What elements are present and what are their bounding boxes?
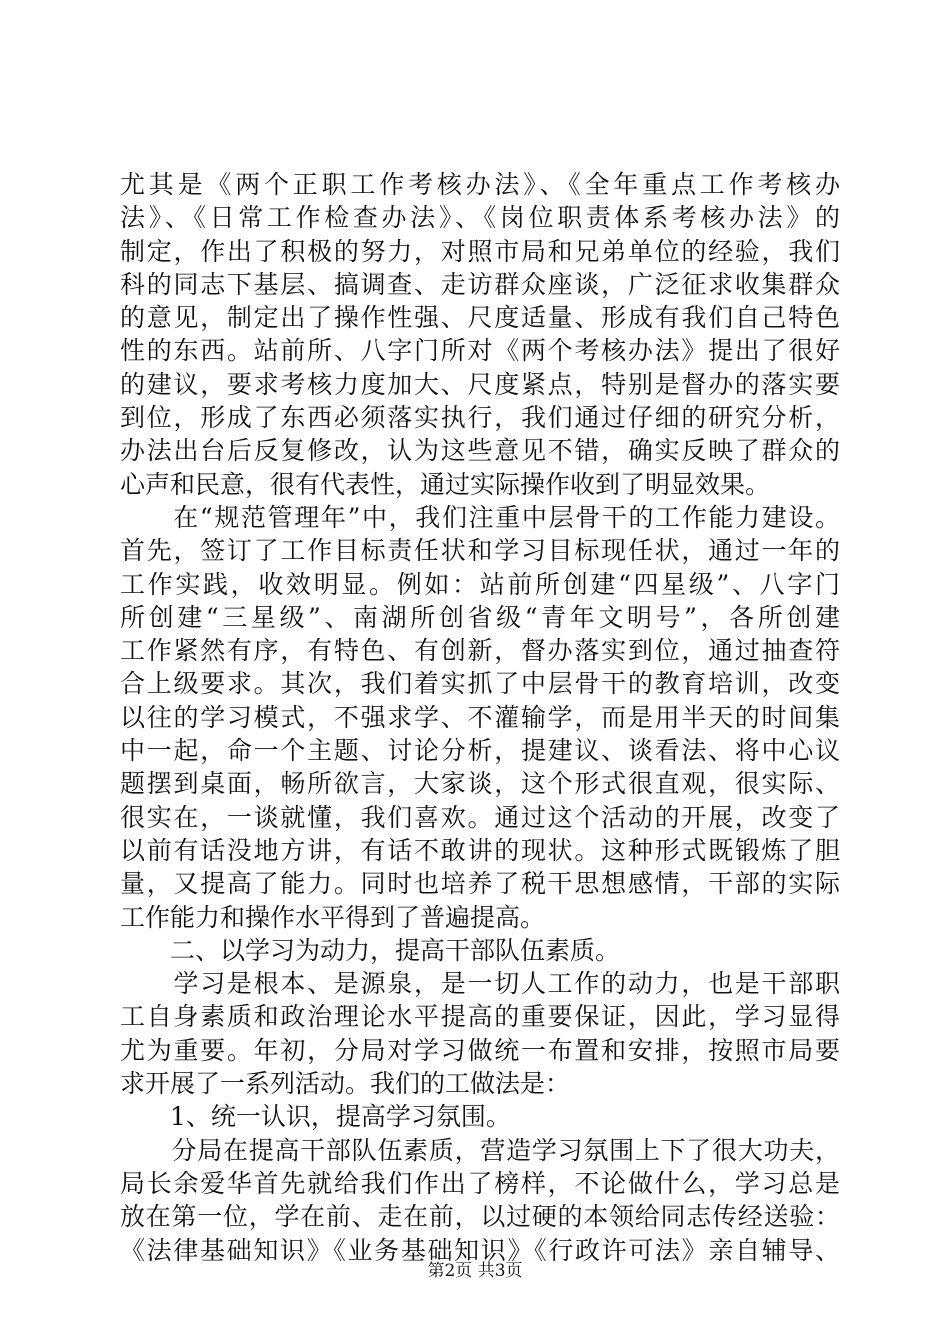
page-footer: 第2页 共3页 (427, 1261, 523, 1281)
text-line: 工作实践，收效明显。例如：站前所创建“四星级”、八字门 (120, 569, 840, 599)
text-line: 很实在，一谈就懂，我们喜欢。通过这个活动的开展，改变了 (120, 802, 840, 832)
text-line: 尤为重要。年初，分局对学习做统一布置和安排，按照市局要 (120, 1035, 840, 1065)
text-line: 工作紧然有序，有特色、有创新，督办落实到位，通过抽查符 (120, 636, 840, 666)
text-line: 心声和民意，很有代表性，通过实际操作收到了明显效果。 (120, 469, 771, 499)
document-body (120, 168, 840, 1267)
text-line: 《法律基础知识》《业务基础知识》《行政许可法》亲自辅导、 (120, 1235, 840, 1265)
text-line: 办法出台后反复修改，认为这些意见不错，确实反映了群众的 (120, 436, 840, 466)
text-line: 1、统一认识，提高学习氛围。 (120, 1102, 511, 1132)
text-line: 量，又提高了能力。同时也培养了税干思想感情，干部的实际 (120, 869, 840, 899)
text-line: 科的同志下基层、搞调查、走访群众座谈，广泛征求收集群众 (120, 269, 840, 299)
text-line: 在“规范管理年”中，我们注重中层骨干的工作能力建设。 (120, 502, 840, 532)
text-line: 二、以学习为动力，提高干部队伍素质。 (120, 935, 621, 965)
text-line: 局长余爱华首先就给我们作出了榜样，不论做什么，学习总是 (120, 1168, 840, 1198)
text-line: 性的东西。站前所、八字门所对《两个考核办法》提出了很好 (120, 336, 840, 366)
text-line: 分局在提高干部队伍素质，营造学习氛围上下了很大功夫， (120, 1135, 840, 1165)
text-line: 尤其是《两个正职工作考核办法》、《全年重点工作考核办 (120, 170, 840, 199)
text-line: 以前有话没地方讲，有话不敢讲的现状。这种形式既锻炼了胆 (120, 835, 840, 865)
text-line: 所创建“三星级”、南湖所创省级“青年文明号”，各所创建 (120, 602, 840, 632)
text-line: 到位，形成了东西必须落实执行，我们通过仔细的研究分析， (120, 403, 840, 433)
text-line: 的建议，要求考核力度加大、尺度紧点，特别是督办的落实要 (120, 369, 840, 399)
text-line: 题摆到桌面，畅所欲言，大家谈，这个形式很直观，很实际、 (120, 769, 840, 799)
text-line: 放在第一位，学在前、走在前，以过硬的本领给同志传经送验： (120, 1202, 840, 1232)
text-line: 学习是根本、是源泉，是一切人工作的动力，也是干部职 (120, 969, 840, 999)
text-line: 工自身素质和政治理论水平提高的重要保证，因此，学习显得 (120, 1002, 840, 1032)
text-line: 首先，签订了工作目标责任状和学习目标现任状，通过一年的 (120, 536, 840, 566)
text-line: 制定，作出了积极的努力，对照市局和兄弟单位的经验，我们 (120, 236, 840, 266)
text-line: 以往的学习模式，不强求学、不灌输学，而是用半天的时间集 (120, 702, 840, 732)
text-line: 求开展了一系列活动。我们的工做法是： (120, 1069, 571, 1099)
text-line: 中一起，命一个主题、讨论分析，提建议、谈看法、将中心议 (120, 736, 840, 766)
text-line: 合上级要求。其次，我们着实抓了中层骨干的教育培训，改变 (120, 669, 840, 699)
text-line: 的意见，制定出了操作性强、尺度适量、形成有我们自己特色 (120, 303, 840, 333)
text-line: 工作能力和操作水平得到了普遍提高。 (120, 902, 546, 932)
text-line: 法》、《日常工作检查办法》、《岗位职责体系考核办法》的 (120, 203, 840, 233)
